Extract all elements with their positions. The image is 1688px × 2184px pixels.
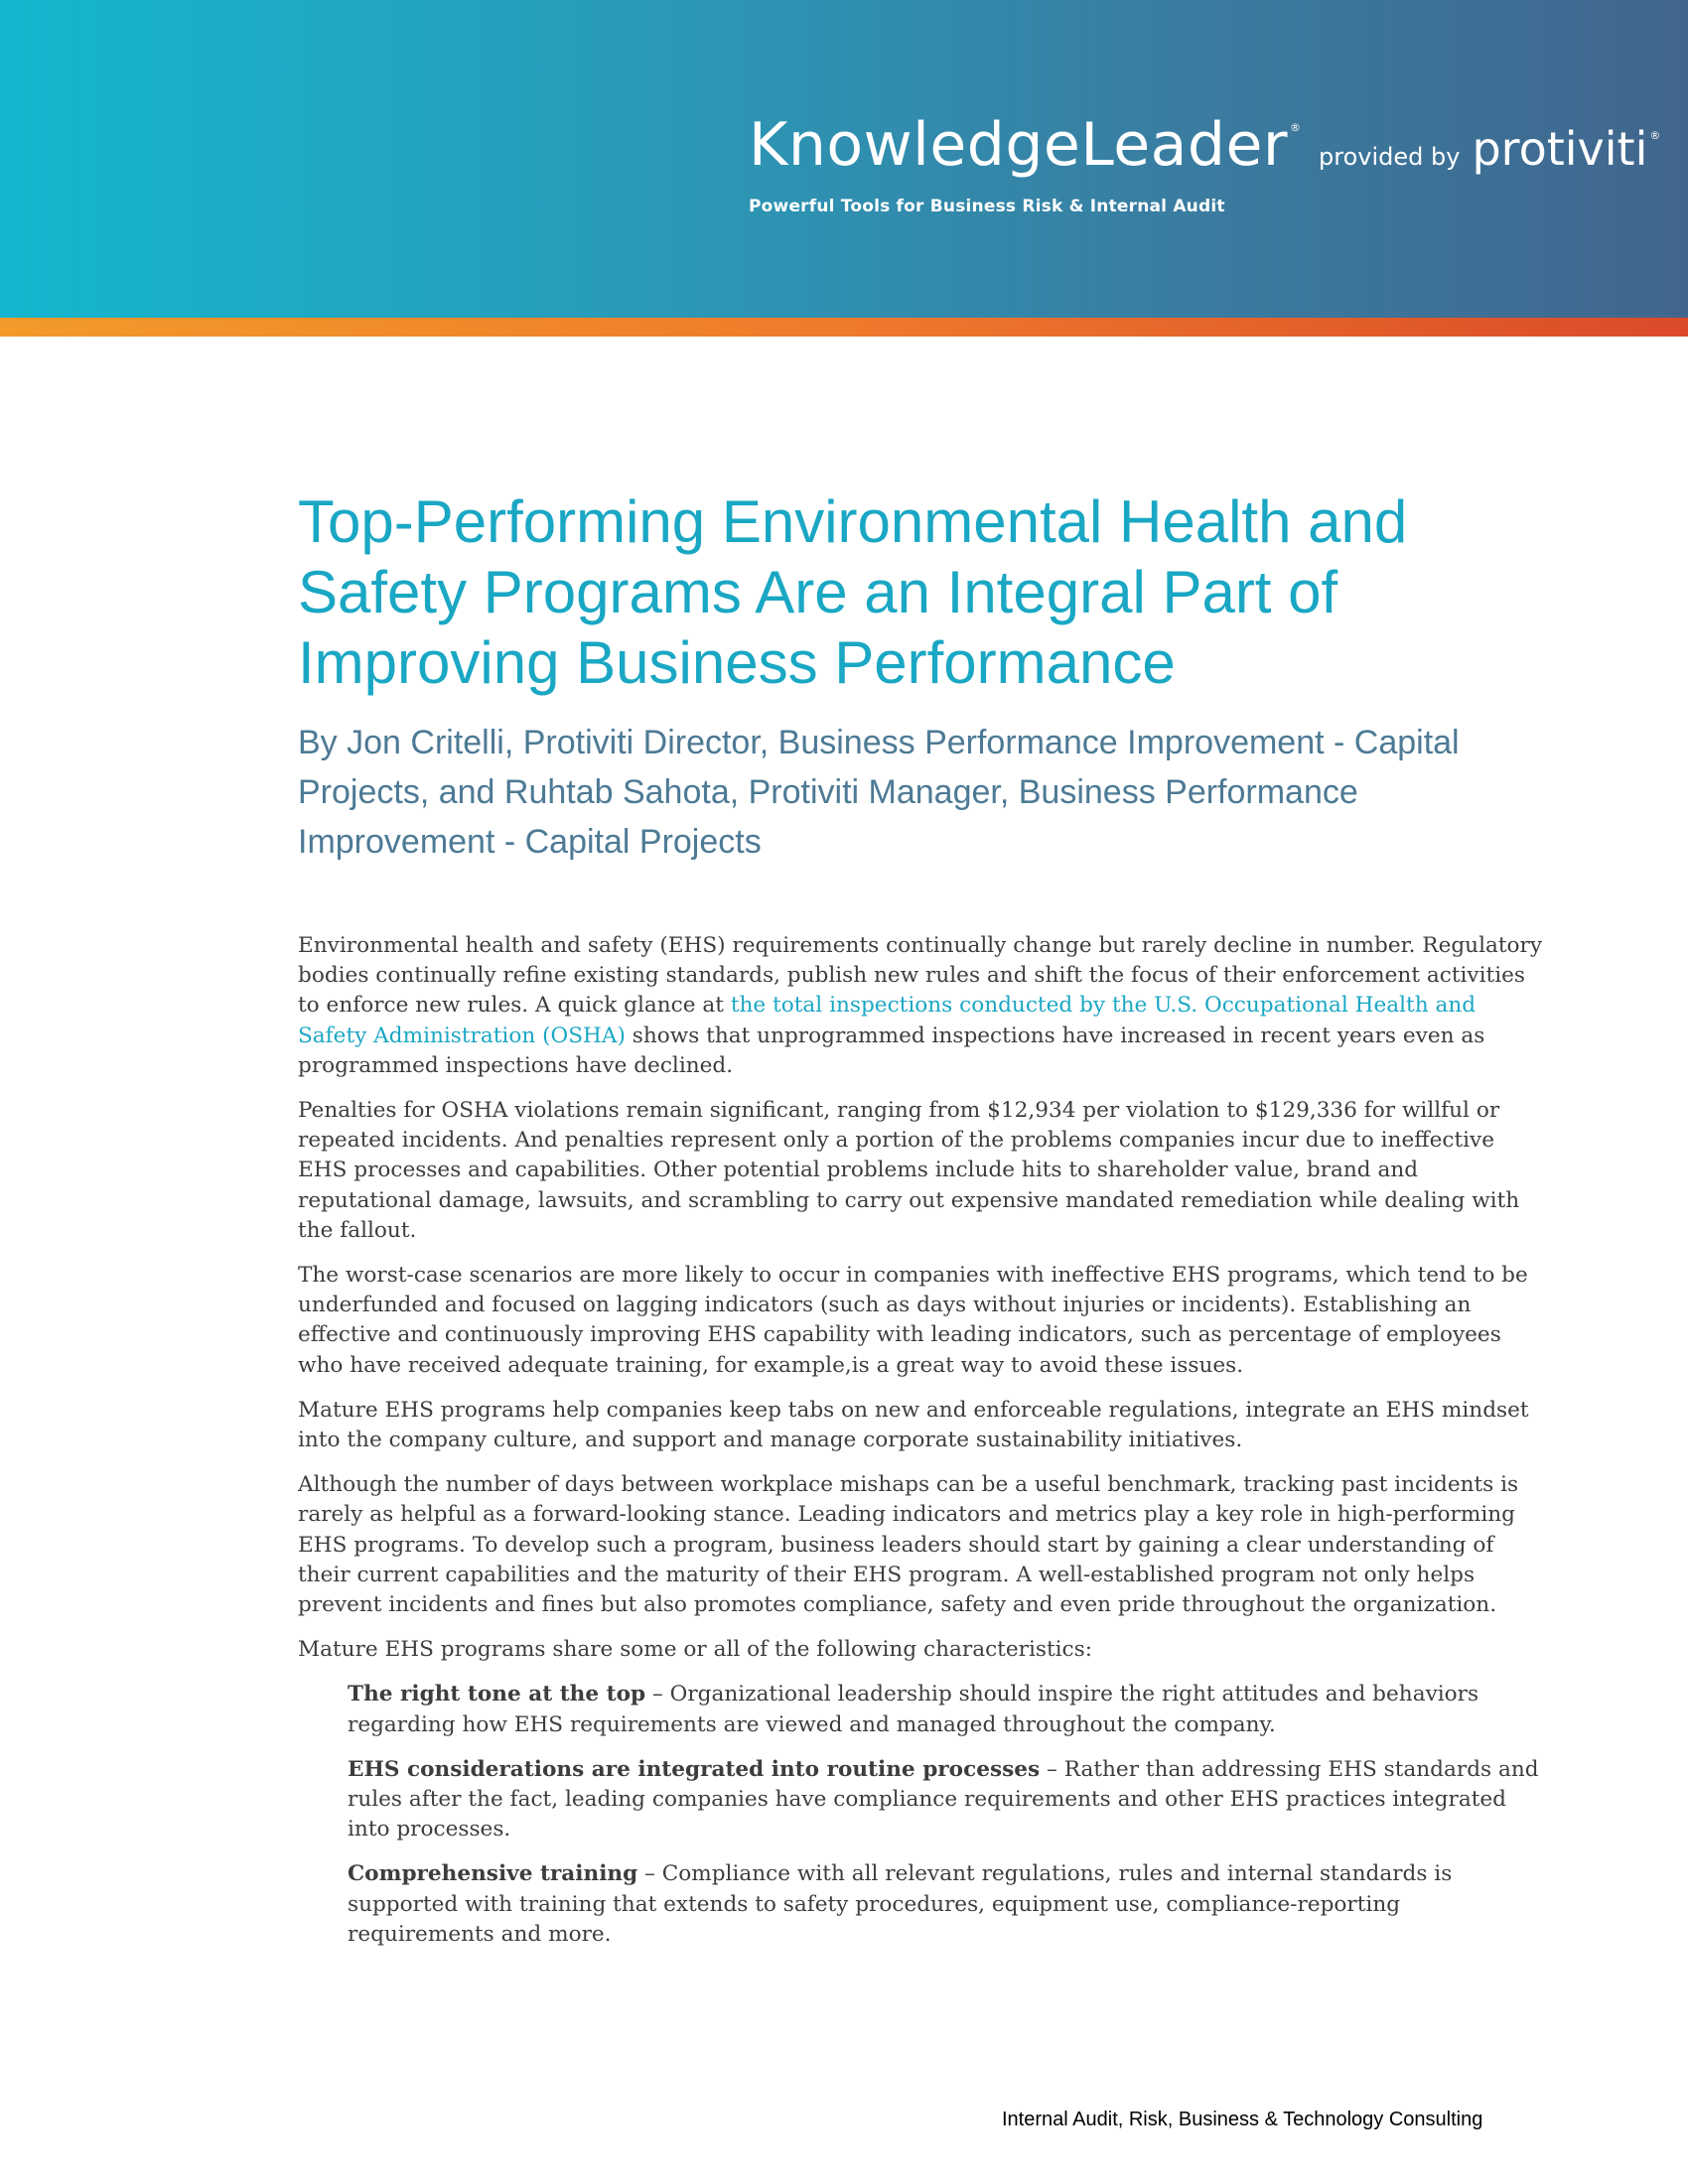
paragraph-worst-case: The worst-case scenarios are more likely to occur in companies with ineffective EHS programs, which tend to be underfunded and focused on lagging indicators (such as days without injuries or incidents). Establishing an effective and continuously improving EHS capability with leading indicators, such as percentage of employees who have received adequate training, for example,is a great way to avoid these issues. — [298, 1263, 1528, 1378]
paragraph-penalties: Penalties for OSHA violations remain significant, ranging from $12,934 per violation to $129,336 for willful or repeated incidents. And penalties represent only a portion of the problems companies incur due to ineffective EHS processes and capabilities. Other potential problems include hits to shareholder value, brand and reputational damage, lawsuits, and scrambling to carry out expensive mandated remediation while dealing with the fallout. — [298, 1098, 1520, 1243]
paragraph-intro — [298, 931, 1544, 1081]
characteristic-item — [348, 1755, 1544, 1845]
characteristic-text: – Compliance with all relevant regulations, rules and internal standards is supported with training that extends to safety procedures, equipment use, compliance-reporting requirements and more. — [348, 1861, 1453, 1947]
paragraph-leading-indicators: Although the number of days between workplace mishaps can be a useful benchmark, tracking past incidents is rarely as helpful as a forward-looking stance. Leading indicators and metrics play a key role in high-performing EHS programs. To develop such a program, business leaders should start by gaining a clear understanding of their current capabilities and the maturity of their EHS program. A well-established program not only helps prevent incidents and fines but also promotes compliance, safety and even pride throughout the organization. — [298, 1472, 1519, 1618]
paragraph-characteristics-intro: Mature EHS programs share some or all of the following characteristics: — [298, 1637, 1092, 1663]
header-banner — [0, 0, 1688, 318]
paragraph-intro-text: Environmental health and safety (EHS) requirements continually change but rarely decline in number. Regulatory bodies continually refine existing standards, publish new rules and shift the focus of their enforcement activities to enforce new rules. A quick glance at — [298, 933, 1543, 1019]
brand-logo — [749, 110, 1661, 216]
characteristic-text: – Rather than addressing EHS standards and rules after the fact, leading companies have compliance requirements and other EHS practices integrated into processes. — [348, 1756, 1539, 1843]
paragraph-intro-tail: shows that unprogrammed inspections have increased in recent years even as programmed inspections have declined. — [298, 1023, 1485, 1078]
characteristic-item — [348, 1859, 1544, 1950]
osha-inspections-link[interactable]: the total inspections conducted by the U.S. Occupational Health and Safety Administration (OSHA) — [298, 993, 1477, 1048]
company-registered-mark: ® — [1649, 129, 1661, 142]
registered-mark: ® — [1290, 121, 1302, 134]
article-body — [298, 931, 1544, 1965]
characteristic-lead: The right tone at the top — [348, 1682, 646, 1707]
brand-tagline: Powerful Tools for Business Risk & Internal Audit — [749, 197, 1225, 216]
characteristic-item — [348, 1680, 1544, 1739]
author-byline: By Jon Critelli, Protiviti Director, Business Performance Improvement - Capital Projects, and Ruhtab Sahota, Protiviti Manager, Business Performance Improvement - Capital Projects — [298, 724, 1460, 861]
characteristic-lead: EHS considerations are integrated into routine processes — [348, 1756, 1041, 1782]
paragraph-mature-programs: Mature EHS programs help companies keep tabs on new and enforceable regulations, integrate an EHS mindset into the company culture, and support and manage corporate sustainability initiatives. — [298, 1397, 1529, 1453]
brand-line — [749, 110, 1661, 180]
provided-by-text: provided by — [1319, 143, 1461, 171]
document-title: Top-Performing Environmental Health and Safety Programs Are an Integral Part of Improving Business Performance — [298, 488, 1408, 696]
company-name: protiviti — [1472, 122, 1648, 176]
characteristic-lead: Comprehensive training — [348, 1861, 638, 1887]
brand-name: KnowledgeLeader — [749, 110, 1289, 180]
characteristic-text: – Organizational leadership should inspire the right attitudes and behaviors regarding how EHS requirements are viewed and managed throughout the company. — [348, 1682, 1479, 1737]
header-accent-stripe — [0, 318, 1688, 337]
page-footer: Internal Audit, Risk, Business & Technology Consulting — [1002, 2109, 1483, 2130]
